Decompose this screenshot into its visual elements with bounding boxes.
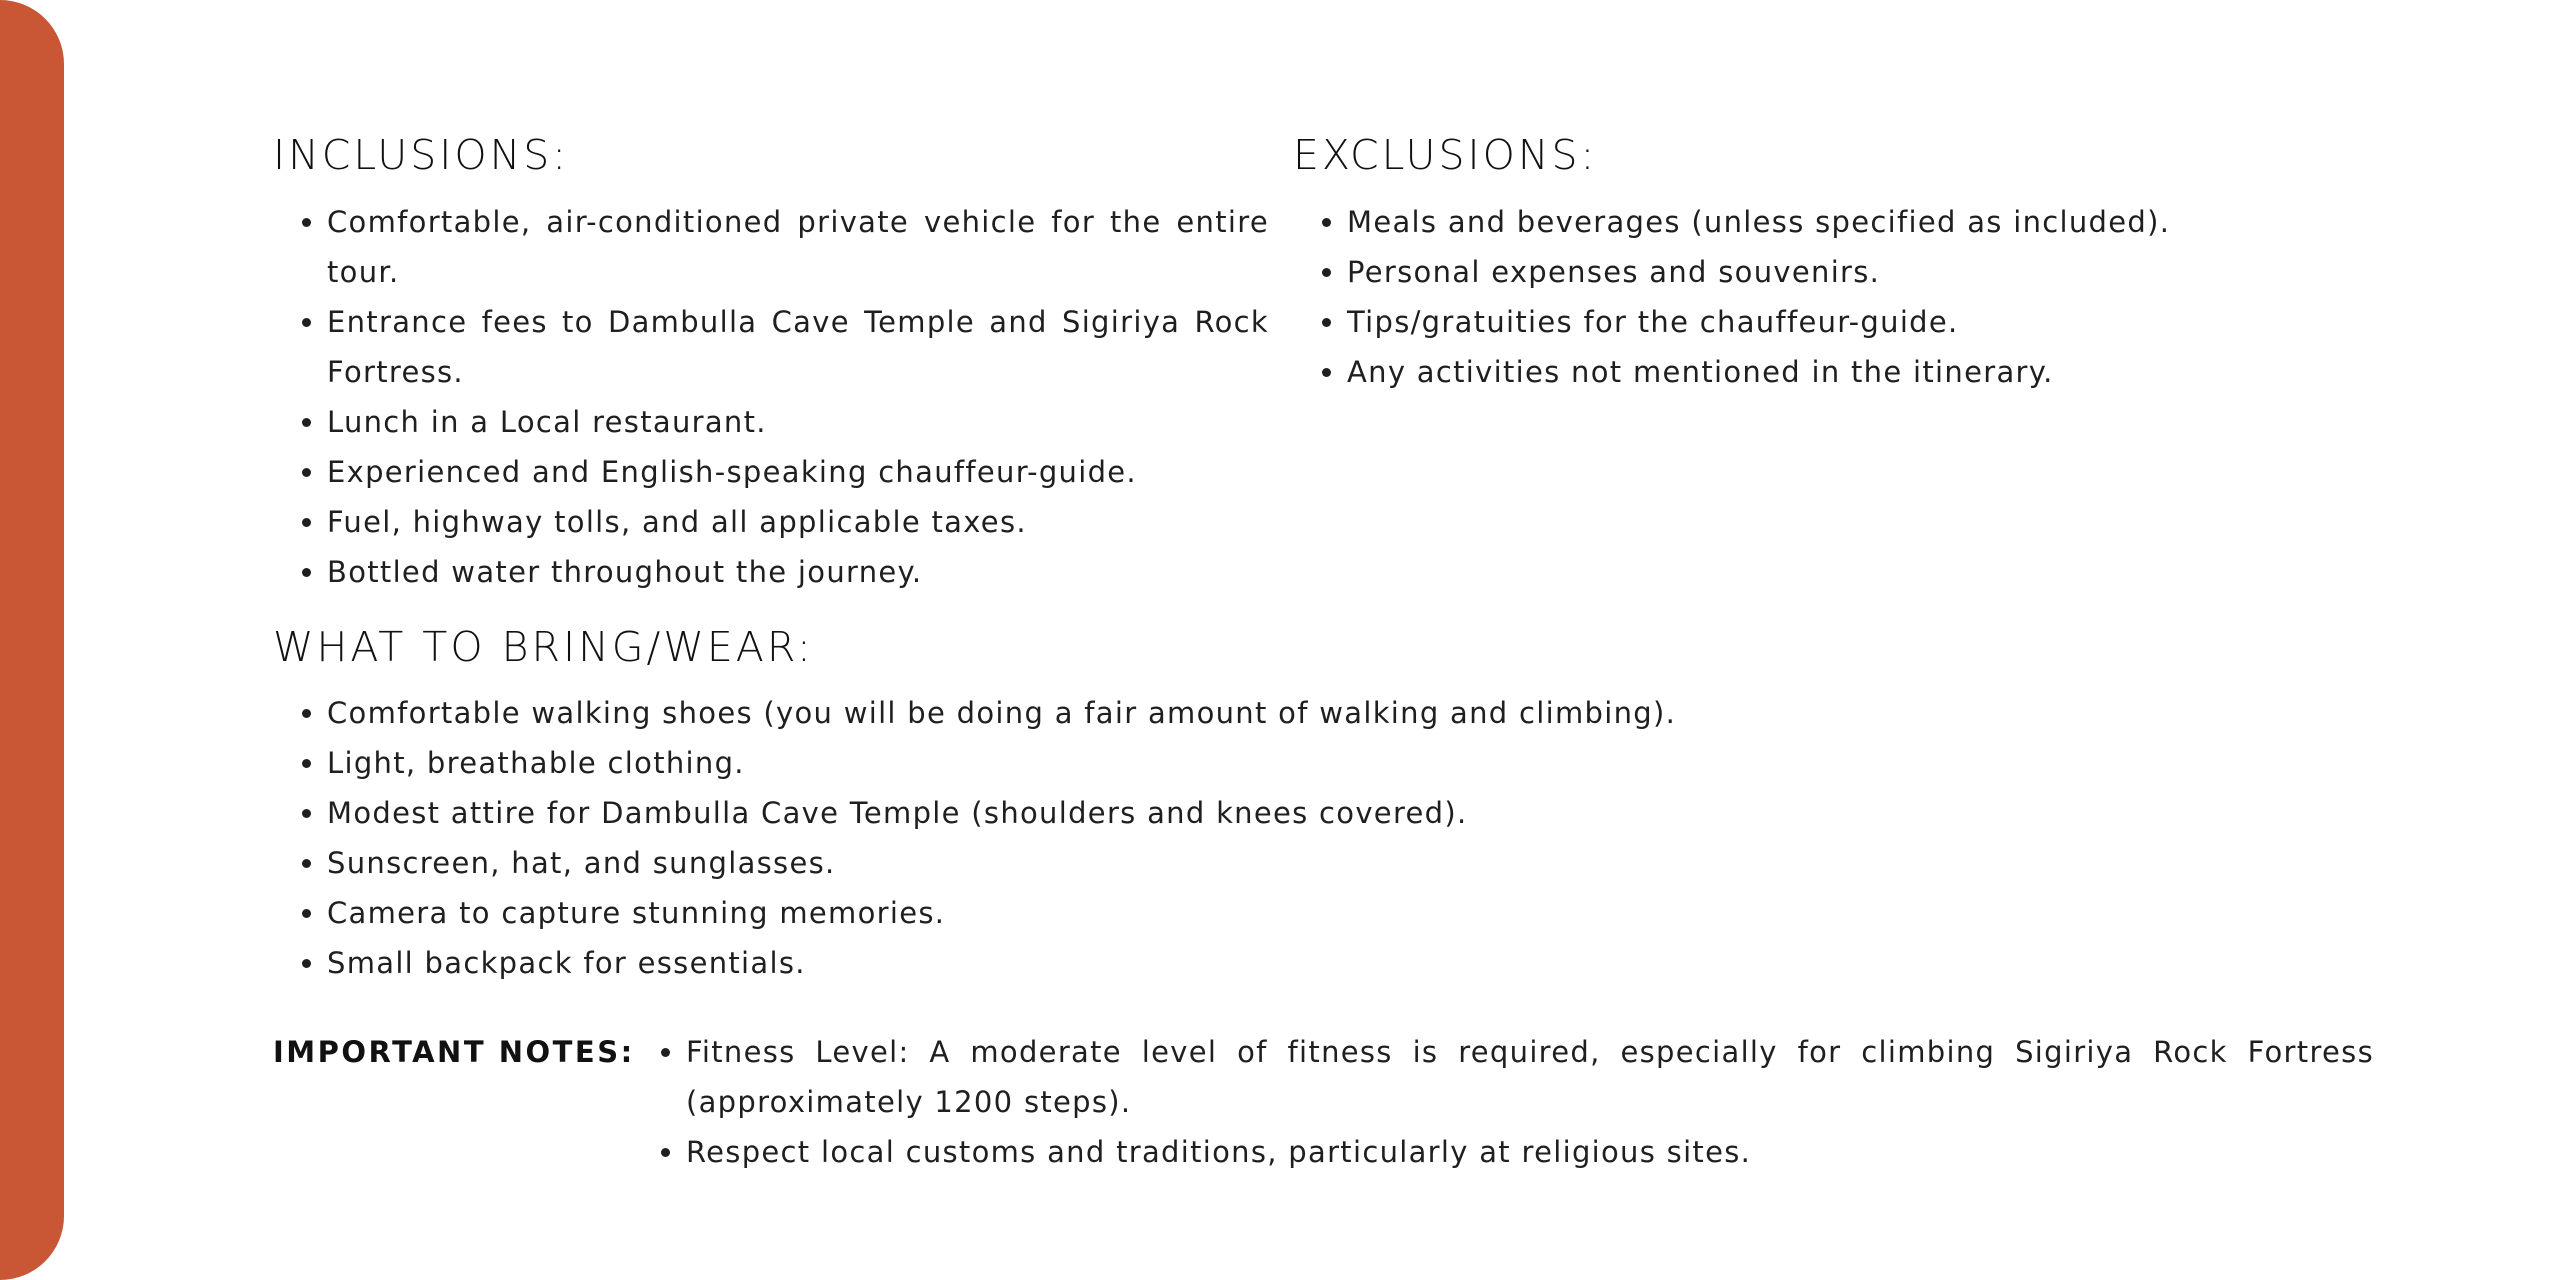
list-item: • Sunscreen, hat, and sunglasses. [327,838,2327,888]
list-item: • Fitness Level: A moderate level of fitness is required, especially for climbing Sigiriya Rock Fortress (approximately 1200 steps). [686,1027,2374,1127]
list-item: • Small backpack for essentials. [327,938,2327,988]
list-item: • Tips/gratuities for the chauffeur-guide. [1347,297,2447,347]
list-item: • Lunch in a Local restaurant. [327,397,1269,447]
list-item: • Any activities not mentioned in the itinerary. [1347,347,2447,397]
list-item: • Modest attire for Dambulla Cave Temple (shoulders and knees covered). [327,788,2327,838]
list-item: • Fuel, highway tolls, and all applicable taxes. [327,497,1269,547]
inclusions-list [273,197,1269,597]
list-item: • Respect local customs and traditions, particularly at religious sites. [686,1127,2374,1177]
list-item: • Comfortable, air-conditioned private vehicle for the entire tour. [327,197,1269,297]
list-item: • Experienced and English-speaking chauffeur-guide. [327,447,1269,497]
list-item: • Bottled water throughout the journey. [327,547,1269,597]
list-item: • Personal expenses and souvenirs. [1347,247,2447,297]
important-notes-list [632,1027,2374,1177]
exclusions-heading: EXCLUSIONS: [1293,131,1598,179]
list-item: • Camera to capture stunning memories. [327,888,2327,938]
exclusions-list [1293,197,2447,397]
list-item: • Light, breathable clothing. [327,738,2327,788]
what-to-bring-list [273,688,2327,988]
list-item: • Meals and beverages (unless specified as included). [1347,197,2447,247]
list-item: • Entrance fees to Dambulla Cave Temple and Sigiriya Rock Fortress. [327,297,1269,397]
important-notes-label: IMPORTANT NOTES: [273,1035,635,1069]
inclusions-heading: INCLUSIONS: [273,131,570,179]
decorative-side-bar [0,0,64,1280]
what-to-bring-heading: WHAT TO BRING/WEAR: [273,623,814,671]
list-item: • Comfortable walking shoes (you will be doing a fair amount of walking and climbing). [327,688,2327,738]
